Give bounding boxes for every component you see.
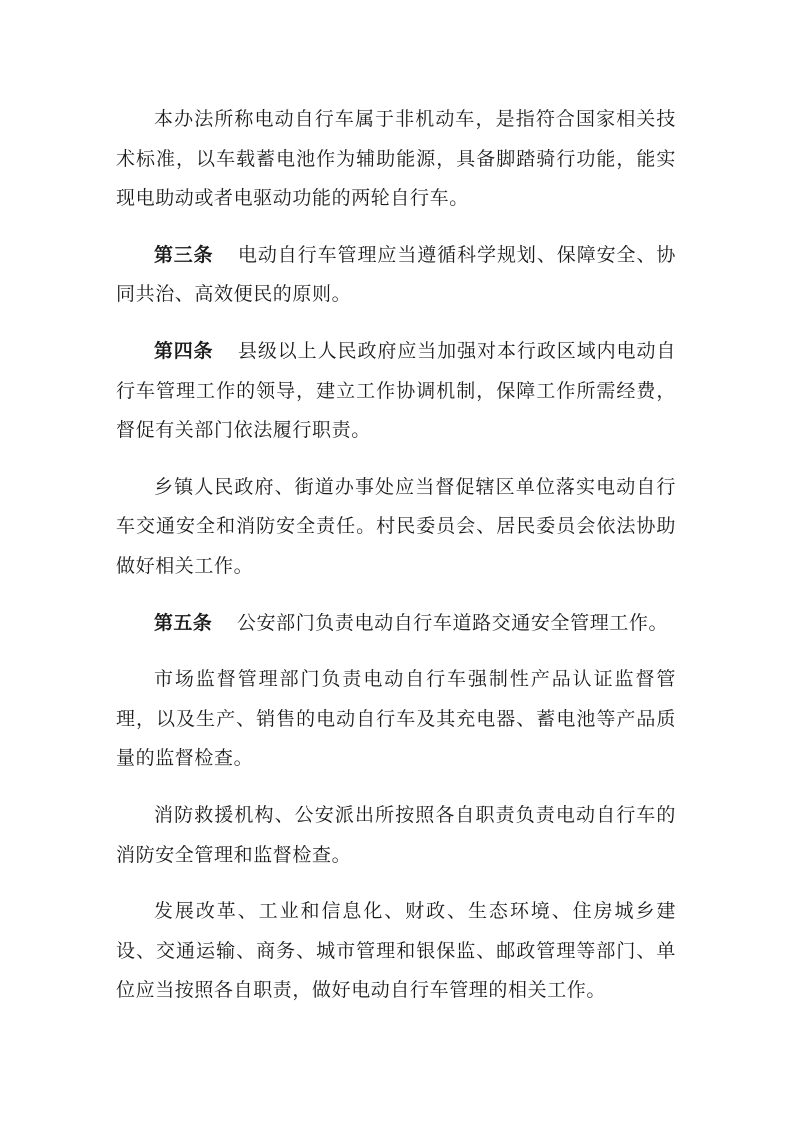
article-number: 第三条 <box>154 243 214 266</box>
paragraph-article-4 <box>116 332 676 451</box>
paragraph-text: 电动自行车管理应当遵循科学规划、保障安全、协同共治、高效便民的原则。 <box>116 243 677 306</box>
paragraph-text: 发展改革、工业和信息化、财政、生态环境、住房城乡建设、交通运输、商务、城市管理和银保监、邮政管理等部门、单位应当按照各自职责，做好电动自行车管理的相关工作。 <box>116 900 676 1002</box>
paragraph-text: 乡镇人民政府、街道办事处应当督促辖区单位落实电动自行车交通安全和消防安全责任。村民委员会、居民委员会依法协助做好相关工作。 <box>116 475 676 577</box>
paragraph-text: 本办法所称电动自行车属于非机动车，是指符合国家相关技术标准，以车载蓄电池作为辅助能源，具备脚踏骑行功能，能实现电助动或者电驱动功能的两轮自行车。 <box>116 108 676 210</box>
paragraph-market-supervision <box>116 660 676 779</box>
article-number: 第五条 <box>154 611 213 634</box>
paragraph-text: 消防救援机构、公安派出所按照各自职责负责电动自行车的消防安全管理和监督检查。 <box>116 803 676 866</box>
paragraph-fire-rescue <box>116 796 676 875</box>
paragraph-article-3 <box>116 236 676 315</box>
paragraph-other-departments <box>116 892 676 1011</box>
paragraph-text: 县级以上人民政府应当加强对本行政区域内电动自行车管理工作的领导，建立工作协调机制，保障工作所需经费，督促有关部门依法履行职责。 <box>116 339 677 442</box>
paragraph-article-5 <box>116 604 676 644</box>
paragraph-township-duties <box>116 468 676 587</box>
paragraph-text: 公安部门负责电动自行车道路交通安全管理工作。 <box>236 611 669 634</box>
document-page <box>116 100 676 1011</box>
paragraph-definition <box>116 100 676 219</box>
article-number: 第四条 <box>154 339 214 362</box>
paragraph-text: 市场监督管理部门负责电动自行车强制性产品认证监督管理，以及生产、销售的电动自行车及其充电器、蓄电池等产品质量的监督检查。 <box>116 668 676 770</box>
